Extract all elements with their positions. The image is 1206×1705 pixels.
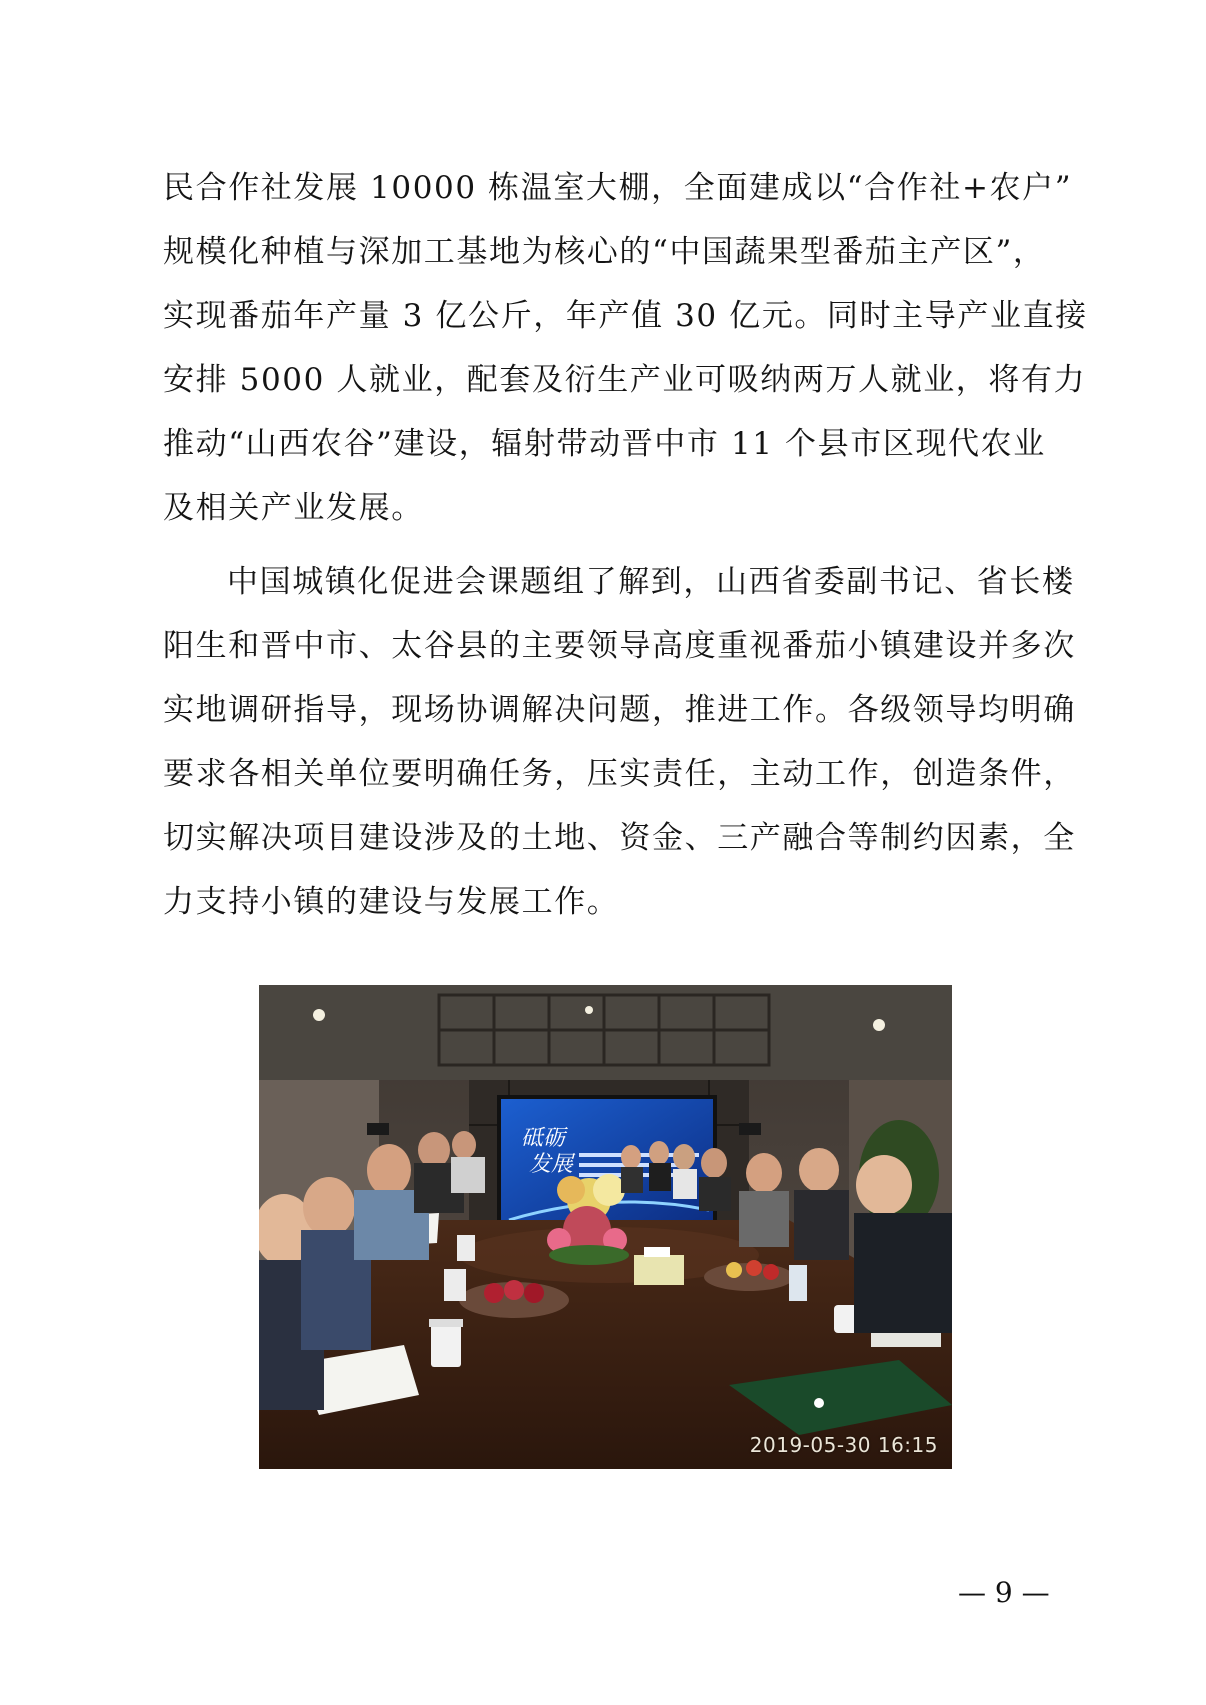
meeting-photo — [259, 985, 952, 1469]
text-line: 推动“山西农谷”建设，辐射带动晋中市 11 个县市区现代农业 — [163, 426, 1046, 462]
svg-text:砥砺: 砥砺 — [521, 1126, 566, 1151]
text-line: 实地调研指导，现场协调解决问题，推进工作。各级领导均明确 — [163, 692, 1076, 728]
photo-timestamp: 2019-05-30 16:15 — [749, 1433, 938, 1457]
page-number: — 9 — — [958, 1576, 1050, 1609]
text-line: 规模化种植与深加工基地为核心的“中国蔬果型番茄主产区”， — [163, 234, 1046, 270]
text-line: 实现番茄年产量 3 亿公斤，年产值 30 亿元。同时主导产业直接 — [163, 298, 1088, 334]
text-line: 安排 5000 人就业，配套及衍生产业可吸纳两万人就业，将有力 — [163, 362, 1087, 398]
text-line: 力支持小镇的建设与发展工作。 — [163, 884, 620, 920]
text-line: 切实解决项目建设涉及的土地、资金、三产融合等制约因素，全 — [163, 820, 1076, 856]
text-line: 及相关产业发展。 — [163, 490, 424, 526]
text-line: 中国城镇化促进会课题组了解到，山西省委副书记、省长楼 — [227, 564, 1075, 600]
text-line: 民合作社发展 10000 栋温室大棚，全面建成以“合作社+农户” — [163, 170, 1073, 206]
meeting-room-illustration — [259, 985, 952, 1469]
text-line: 要求各相关单位要明确任务，压实责任，主动工作，创造条件， — [163, 756, 1076, 792]
svg-text:发展: 发展 — [529, 1152, 574, 1177]
text-line: 阳生和晋中市、太谷县的主要领导高度重视番茄小镇建设并多次 — [163, 628, 1076, 664]
